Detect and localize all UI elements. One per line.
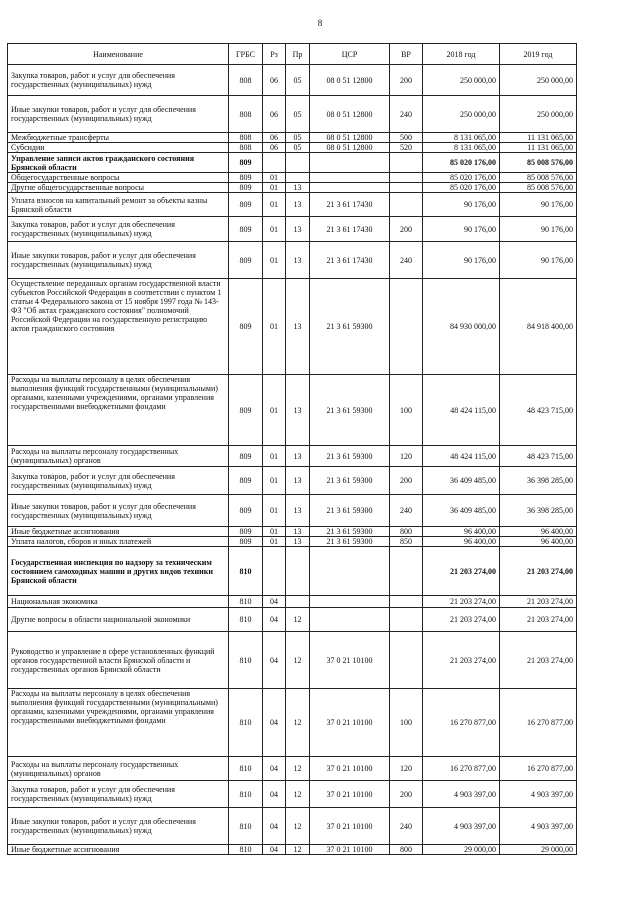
cell-csr [310,596,390,608]
cell-vr: 200 [390,781,423,808]
cell-rz: 01 [263,495,286,527]
cell-name: Закупка товаров, работ и услуг для обеспечения государственных (муниципальных) нужд [8,65,229,96]
cell-rz: 04 [263,608,286,632]
cell-grbs: 808 [229,96,263,133]
cell-vr [390,608,423,632]
cell-rz: 04 [263,757,286,781]
cell-rz: 01 [263,193,286,217]
cell-2018: 96 400,00 [423,537,500,547]
cell-grbs: 810 [229,808,263,845]
table-row [8,375,577,446]
cell-2019: 48 423 715,00 [500,375,577,446]
cell-name: Иные закупки товаров, работ и услуг для обеспечения государственных (муниципальных) нужд [8,495,229,527]
cell-vr [390,547,423,596]
cell-2019: 250 000,00 [500,96,577,133]
cell-csr [310,183,390,193]
budget-table [7,43,577,855]
cell-grbs: 809 [229,173,263,183]
cell-pr: 12 [286,781,310,808]
cell-name: Государственная инспекция по надзору за техническим состоянием самоходных машин и других видов техники Брянской области [8,547,229,596]
cell-pr: 12 [286,632,310,689]
cell-vr [390,173,423,183]
cell-rz: 04 [263,596,286,608]
cell-2019: 84 918 400,00 [500,279,577,375]
cell-2019: 90 176,00 [500,217,577,242]
cell-grbs: 809 [229,193,263,217]
cell-vr [390,596,423,608]
cell-pr: 05 [286,96,310,133]
cell-2018: 90 176,00 [423,217,500,242]
cell-vr: 850 [390,537,423,547]
cell-name: Субсидии [8,143,229,153]
table-row [8,153,577,173]
cell-grbs: 809 [229,183,263,193]
cell-rz: 06 [263,96,286,133]
cell-rz: 04 [263,845,286,855]
cell-vr [390,632,423,689]
table-row [8,65,577,96]
cell-grbs: 810 [229,632,263,689]
cell-csr [310,173,390,183]
table-row [8,781,577,808]
page-number: 8 [317,18,323,28]
table-row [8,845,577,855]
cell-2019: 21 203 274,00 [500,596,577,608]
cell-2018: 36 409 485,00 [423,467,500,495]
cell-2018: 90 176,00 [423,242,500,279]
cell-grbs: 809 [229,467,263,495]
cell-pr [286,596,310,608]
cell-2019: 11 131 065,00 [500,143,577,153]
cell-grbs: 810 [229,845,263,855]
cell-2018: 21 203 274,00 [423,608,500,632]
cell-name: Национальная экономика [8,596,229,608]
cell-name: Расходы на выплаты персоналу государственных (муниципальных) органов [8,446,229,467]
cell-name: Управление записи актов гражданского состояния Брянской области [8,153,229,173]
cell-2018: 48 424 115,00 [423,446,500,467]
cell-vr: 100 [390,375,423,446]
cell-name: Иные закупки товаров, работ и услуг для обеспечения государственных (муниципальных) нужд [8,808,229,845]
table-row [8,467,577,495]
cell-csr: 37 0 21 10100 [310,781,390,808]
cell-name: Уплата взносов на капитальный ремонт за объекты казны Брянской области [8,193,229,217]
cell-pr: 05 [286,143,310,153]
cell-vr: 200 [390,467,423,495]
cell-name: Общегосударственные вопросы [8,173,229,183]
cell-2019: 48 423 715,00 [500,446,577,467]
cell-grbs: 808 [229,65,263,96]
cell-vr [390,193,423,217]
cell-2019: 36 398 285,00 [500,495,577,527]
cell-rz: 01 [263,467,286,495]
table-row [8,547,577,596]
cell-2018: 21 203 274,00 [423,547,500,596]
cell-name: Закупка товаров, работ и услуг для обеспечения государственных (муниципальных) нужд [8,781,229,808]
table-row [8,242,577,279]
cell-2018: 16 270 877,00 [423,757,500,781]
cell-pr: 13 [286,527,310,537]
cell-2019: 29 000,00 [500,845,577,855]
cell-csr: 21 3 61 59300 [310,446,390,467]
cell-pr: 13 [286,375,310,446]
cell-csr: 08 0 51 12800 [310,143,390,153]
cell-pr: 05 [286,65,310,96]
header-grbs: ГРБС [229,44,263,65]
cell-2019: 85 008 576,00 [500,153,577,173]
cell-vr: 200 [390,217,423,242]
cell-vr: 800 [390,527,423,537]
table-row [8,279,577,375]
cell-vr: 520 [390,143,423,153]
cell-2018: 85 020 176,00 [423,183,500,193]
cell-rz: 01 [263,183,286,193]
cell-csr [310,608,390,632]
cell-2018: 36 409 485,00 [423,495,500,527]
cell-2018: 8 131 065,00 [423,133,500,143]
cell-vr [390,279,423,375]
cell-pr: 12 [286,757,310,781]
cell-csr: 21 3 61 17430 [310,193,390,217]
cell-name: Межбюджетные трансферты [8,133,229,143]
cell-2018: 84 930 000,00 [423,279,500,375]
cell-name: Иные закупки товаров, работ и услуг для обеспечения государственных (муниципальных) нужд [8,96,229,133]
cell-name: Расходы на выплаты персоналу государственных (муниципальных) органов [8,757,229,781]
cell-csr: 21 3 61 59300 [310,527,390,537]
cell-2019: 250 000,00 [500,65,577,96]
cell-name: Закупка товаров, работ и услуг для обеспечения государственных (муниципальных) нужд [8,467,229,495]
cell-grbs: 808 [229,143,263,153]
cell-2019: 21 203 274,00 [500,547,577,596]
cell-csr: 37 0 21 10100 [310,689,390,757]
cell-rz [263,153,286,173]
table-row [8,446,577,467]
cell-2019: 85 008 576,00 [500,173,577,183]
cell-name: Другие общегосударственные вопросы [8,183,229,193]
cell-2019: 16 270 877,00 [500,689,577,757]
cell-2018: 4 903 397,00 [423,808,500,845]
cell-rz: 04 [263,781,286,808]
cell-vr: 120 [390,446,423,467]
table-row [8,757,577,781]
table-row [8,495,577,527]
table-row [8,96,577,133]
cell-csr: 08 0 51 12800 [310,133,390,143]
cell-name: Иные закупки товаров, работ и услуг для обеспечения государственных (муниципальных) нужд [8,242,229,279]
cell-rz: 06 [263,143,286,153]
cell-csr [310,153,390,173]
cell-grbs: 810 [229,608,263,632]
cell-pr: 13 [286,193,310,217]
header-2019: 2019 год [500,44,577,65]
cell-pr: 13 [286,279,310,375]
cell-name: Расходы на выплаты персоналу в целях обеспечения выполнения функций государственными (муниципальными) органами, казенными учреждениями, органами управления государственными внебюджетными фондами [8,689,229,757]
header-rz: Рз [263,44,286,65]
cell-rz [263,547,286,596]
cell-2019: 4 903 397,00 [500,781,577,808]
cell-2018: 16 270 877,00 [423,689,500,757]
cell-vr [390,153,423,173]
table-row [8,173,577,183]
cell-csr: 08 0 51 12800 [310,65,390,96]
cell-grbs: 810 [229,596,263,608]
table-row [8,217,577,242]
cell-grbs: 809 [229,242,263,279]
cell-2019: 21 203 274,00 [500,632,577,689]
cell-grbs: 809 [229,217,263,242]
cell-2018: 4 903 397,00 [423,781,500,808]
table-row [8,608,577,632]
cell-csr: 21 3 61 59300 [310,279,390,375]
cell-pr: 13 [286,495,310,527]
cell-csr: 21 3 61 59300 [310,467,390,495]
cell-pr [286,547,310,596]
cell-2019: 36 398 285,00 [500,467,577,495]
cell-pr: 13 [286,446,310,467]
cell-2018: 85 020 176,00 [423,173,500,183]
cell-grbs: 809 [229,446,263,467]
cell-2018: 250 000,00 [423,65,500,96]
cell-rz: 01 [263,527,286,537]
table-row [8,193,577,217]
cell-pr: 13 [286,537,310,547]
cell-grbs: 809 [229,495,263,527]
header-csr: ЦСР [310,44,390,65]
cell-vr: 240 [390,808,423,845]
cell-rz: 01 [263,217,286,242]
cell-name: Иные бюджетные ассигнования [8,527,229,537]
cell-2019: 90 176,00 [500,193,577,217]
cell-2019: 96 400,00 [500,537,577,547]
cell-csr: 21 3 61 17430 [310,242,390,279]
cell-csr: 21 3 61 17430 [310,217,390,242]
cell-pr: 05 [286,133,310,143]
cell-grbs: 810 [229,757,263,781]
table-row [8,596,577,608]
cell-2019: 85 008 576,00 [500,183,577,193]
cell-name: Осуществление переданных органам государственной власти субъектов Российской Федерации в соответствии с пунктом 1 статьи 4 Федерального закона от 15 ноября 1997 года № 143-ФЗ "Об актах гражданского состояния" полномочий Российской Федерации на государственную регистрацию актов гражданского состояния [8,279,229,375]
cell-csr: 08 0 51 12800 [310,96,390,133]
cell-vr: 240 [390,495,423,527]
cell-vr [390,183,423,193]
cell-name: Иные бюджетные ассигнования [8,845,229,855]
cell-2019: 16 270 877,00 [500,757,577,781]
cell-2018: 48 424 115,00 [423,375,500,446]
cell-rz: 06 [263,133,286,143]
cell-2019: 21 203 274,00 [500,608,577,632]
cell-pr: 12 [286,845,310,855]
header-vr: ВР [390,44,423,65]
cell-vr: 120 [390,757,423,781]
cell-2018: 250 000,00 [423,96,500,133]
cell-name: Уплата налогов, сборов и иных платежей [8,537,229,547]
cell-2018: 29 000,00 [423,845,500,855]
cell-rz: 04 [263,632,286,689]
cell-grbs: 808 [229,133,263,143]
cell-grbs: 809 [229,537,263,547]
table-row [8,537,577,547]
cell-pr: 12 [286,689,310,757]
cell-2019: 96 400,00 [500,527,577,537]
table-row [8,632,577,689]
cell-name: Руководство и управление в сфере установленных функций органов государственной власти Брянской области и государственных органов Брянской области [8,632,229,689]
cell-rz: 01 [263,242,286,279]
cell-grbs: 810 [229,781,263,808]
table-row [8,527,577,537]
cell-rz: 06 [263,65,286,96]
cell-pr [286,173,310,183]
table-row [8,689,577,757]
cell-vr: 200 [390,65,423,96]
cell-pr: 13 [286,217,310,242]
cell-grbs: 810 [229,547,263,596]
cell-vr: 500 [390,133,423,143]
cell-vr: 100 [390,689,423,757]
cell-2019: 4 903 397,00 [500,808,577,845]
cell-rz: 01 [263,446,286,467]
cell-grbs: 809 [229,153,263,173]
cell-grbs: 809 [229,527,263,537]
cell-csr: 37 0 21 10100 [310,808,390,845]
cell-pr: 13 [286,467,310,495]
cell-name: Расходы на выплаты персоналу в целях обеспечения выполнения функций государственными (муниципальными) органами, казенными учреждениями, органами управления государственными внебюджетными фондами [8,375,229,446]
cell-pr [286,153,310,173]
cell-2019: 11 131 065,00 [500,133,577,143]
table-row [8,143,577,153]
cell-vr: 240 [390,242,423,279]
cell-2018: 85 020 176,00 [423,153,500,173]
cell-csr: 21 3 61 59300 [310,537,390,547]
cell-rz: 01 [263,279,286,375]
cell-rz: 04 [263,808,286,845]
cell-pr: 13 [286,183,310,193]
cell-grbs: 810 [229,689,263,757]
cell-2018: 21 203 274,00 [423,632,500,689]
header-2018: 2018 год [423,44,500,65]
table-row [8,183,577,193]
cell-csr [310,547,390,596]
cell-vr: 240 [390,96,423,133]
cell-grbs: 809 [229,279,263,375]
cell-rz: 01 [263,375,286,446]
cell-rz: 01 [263,173,286,183]
header-pr: Пр [286,44,310,65]
table-header-row [8,44,577,65]
cell-2019: 90 176,00 [500,242,577,279]
cell-csr: 21 3 61 59300 [310,495,390,527]
cell-2018: 96 400,00 [423,527,500,537]
cell-name: Закупка товаров, работ и услуг для обеспечения государственных (муниципальных) нужд [8,217,229,242]
cell-vr: 800 [390,845,423,855]
cell-pr: 12 [286,608,310,632]
table-row [8,808,577,845]
cell-csr: 37 0 21 10100 [310,757,390,781]
cell-pr: 13 [286,242,310,279]
cell-csr: 21 3 61 59300 [310,375,390,446]
cell-rz: 01 [263,537,286,547]
header-name: Наименование [8,44,229,65]
cell-rz: 04 [263,689,286,757]
cell-csr: 37 0 21 10100 [310,845,390,855]
cell-grbs: 809 [229,375,263,446]
cell-2018: 21 203 274,00 [423,596,500,608]
table-row [8,133,577,143]
cell-csr: 37 0 21 10100 [310,632,390,689]
cell-2018: 8 131 065,00 [423,143,500,153]
cell-2018: 90 176,00 [423,193,500,217]
cell-name: Другие вопросы в области национальной экономики [8,608,229,632]
cell-pr: 12 [286,808,310,845]
